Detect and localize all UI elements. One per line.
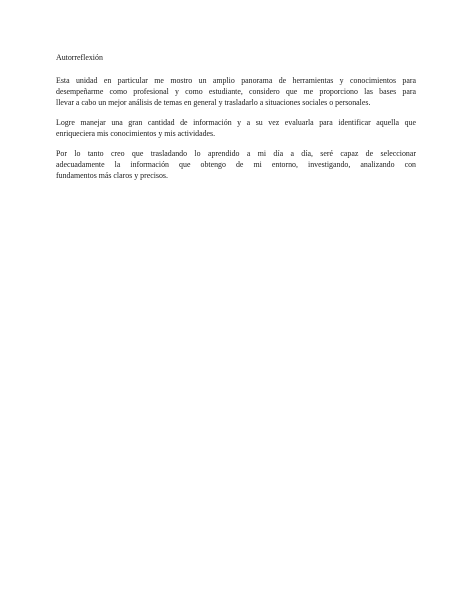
paragraph-line: Esta unidad en particular me mostro un amplio panorama de herramientas y conocimientos para — [56, 76, 416, 85]
paragraph-line: llevar a cabo un mejor análisis de temas en general y trasladarlo a situaciones sociales o personales. — [56, 98, 371, 107]
document-body — [56, 52, 416, 190]
document-title: Autorreflexión — [56, 53, 103, 62]
paragraph-1 — [56, 75, 416, 108]
paragraph-line: adecuadamente la información que obtengo de mi entorno, investigando, analizando con — [56, 160, 416, 169]
paragraph-line: enriqueciera mis conocimientos y mis actividades. — [56, 129, 216, 138]
paragraph-line: Logre manejar una gran cantidad de información y a su vez evaluarla para identificar aquella que — [56, 118, 416, 127]
paragraph-2 — [56, 117, 416, 139]
paragraph-line: fundamentos más claros y precisos. — [56, 171, 168, 180]
paragraph-line: Por lo tanto creo que trasladando lo aprendido a mi día a día, seré capaz de seleccionar — [56, 149, 416, 158]
paragraph-3 — [56, 148, 416, 181]
paragraph-line: desempeñarme como profesional y como estudiante, considero que me proporciono las bases para — [56, 87, 416, 96]
